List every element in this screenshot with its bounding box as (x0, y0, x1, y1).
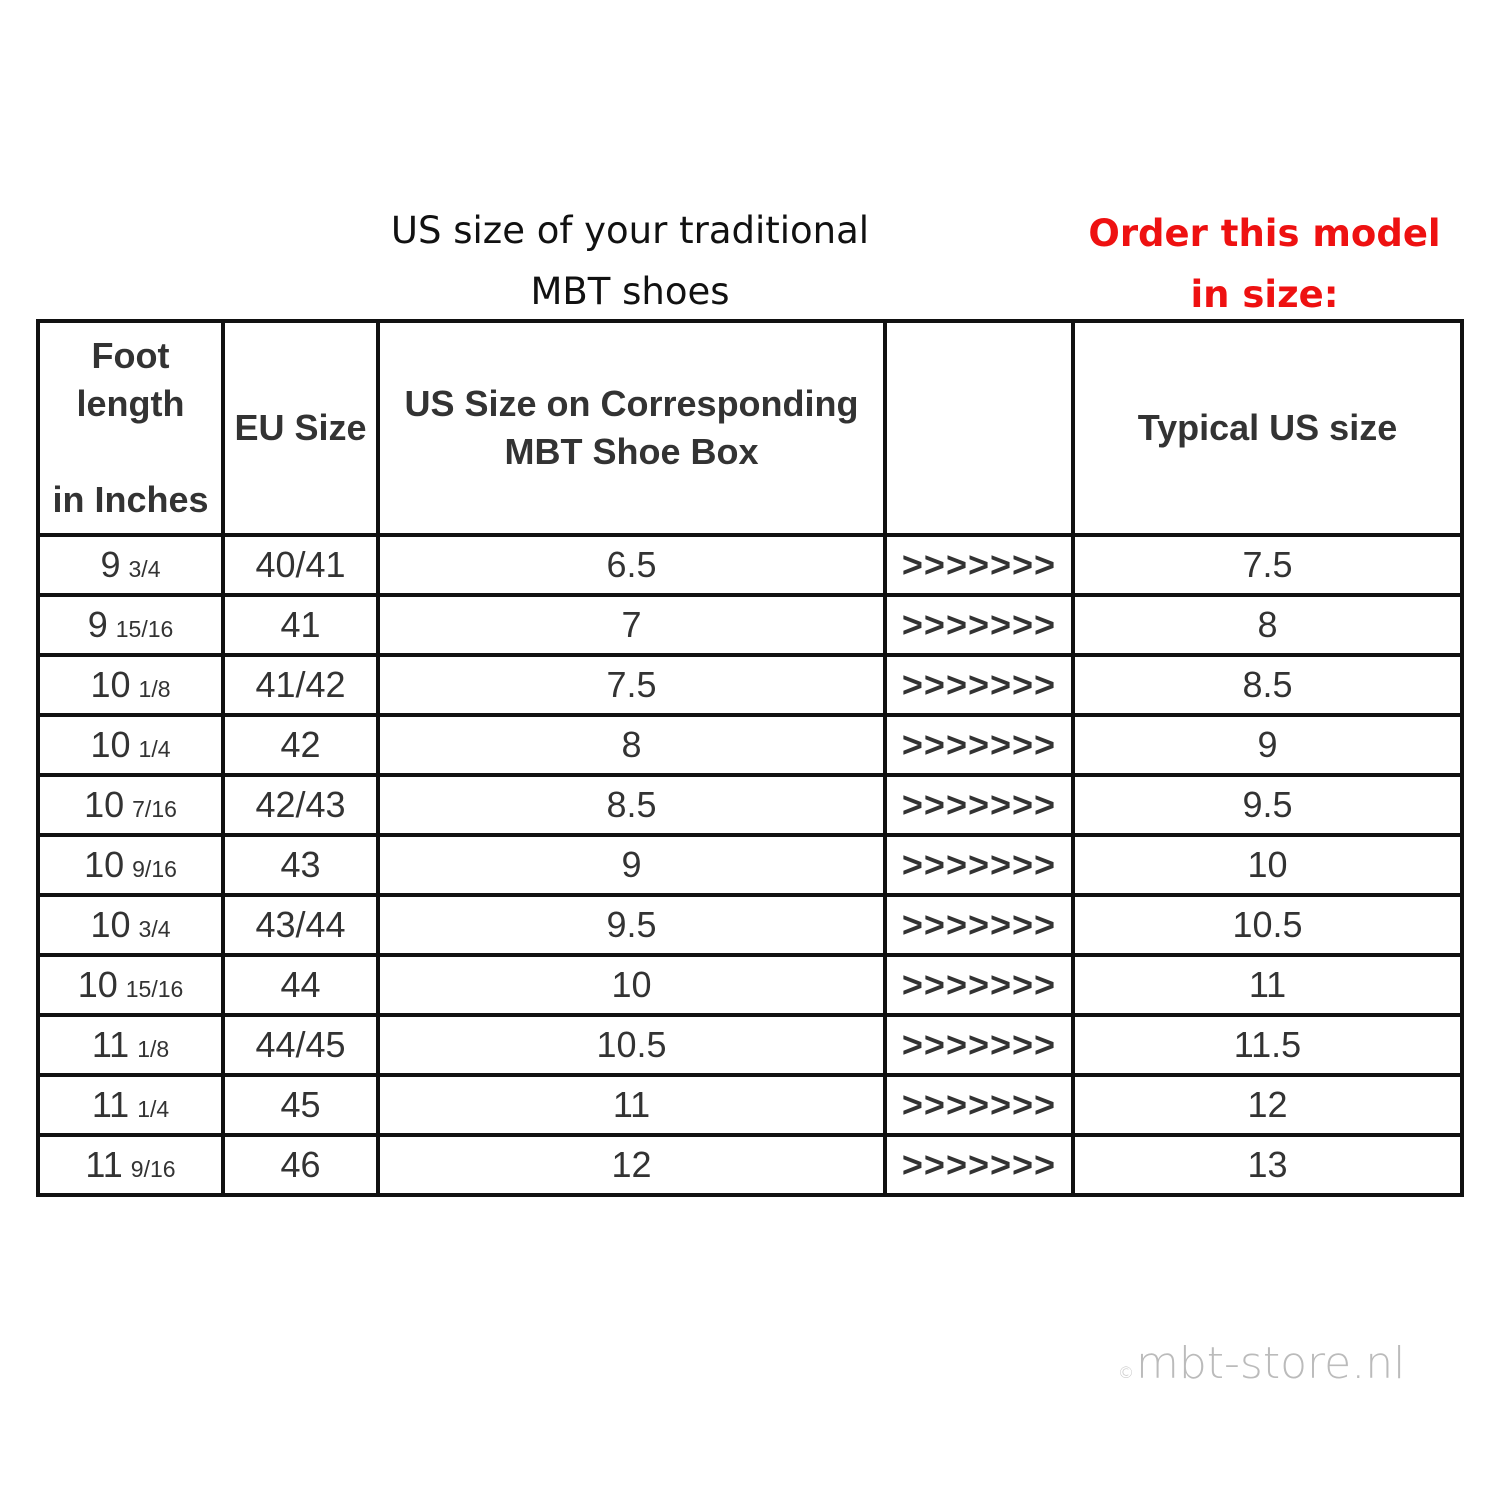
foot-length-cell (38, 655, 223, 715)
eu-size-cell: 45 (223, 1075, 378, 1135)
foot-length-cell (38, 595, 223, 655)
foot-length-cell (38, 1135, 223, 1195)
header-us-box-size: US Size on Corresponding MBT Shoe Box (378, 321, 885, 535)
eu-size-cell: 41/42 (223, 655, 378, 715)
table-row (38, 1135, 1462, 1195)
table-row (38, 835, 1462, 895)
table-row (38, 1015, 1462, 1075)
header-foot-length: Foot length in Inches (38, 321, 223, 535)
us-traditional-caption: US size of your traditional MBT shoes (390, 209, 870, 313)
table-row (38, 715, 1462, 775)
arrow-cell: >>>>>>> (885, 715, 1073, 775)
table-row (38, 1075, 1462, 1135)
eu-size-cell: 46 (223, 1135, 378, 1195)
typical-us-size-cell: 9.5 (1073, 775, 1462, 835)
foot-length-cell (38, 955, 223, 1015)
typical-us-size-cell: 10 (1073, 835, 1462, 895)
us-box-size-cell: 8.5 (378, 775, 885, 835)
us-box-size-cell: 10.5 (378, 1015, 885, 1075)
typical-us-size-cell: 10.5 (1073, 895, 1462, 955)
header-eu-size: EU Size (223, 321, 378, 535)
us-box-size-cell: 8 (378, 715, 885, 775)
copyright-symbol: © (1118, 1363, 1134, 1382)
eu-size-cell: 43/44 (223, 895, 378, 955)
typical-us-size-cell: 9 (1073, 715, 1462, 775)
foot-length-cell (38, 835, 223, 895)
table-row (38, 775, 1462, 835)
eu-size-cell: 42/43 (223, 775, 378, 835)
us-box-size-cell: 12 (378, 1135, 885, 1195)
header-arrow-column (885, 321, 1073, 535)
foot-length-fraction: 15/16 (115, 616, 174, 642)
foot-length-fraction: 9/16 (130, 1156, 176, 1182)
arrow-cell: >>>>>>> (885, 1135, 1073, 1195)
typical-us-size-cell: 8 (1073, 595, 1462, 655)
typical-us-size-cell: 11 (1073, 955, 1462, 1015)
foot-length-fraction: 1/4 (137, 1096, 170, 1122)
foot-length-cell (38, 775, 223, 835)
typical-us-size-cell: 13 (1073, 1135, 1462, 1195)
us-box-size-cell: 7 (378, 595, 885, 655)
header-typical-us-size: Typical US size (1073, 321, 1462, 535)
typical-us-size-cell: 8.5 (1073, 655, 1462, 715)
foot-length-whole: 10 (90, 664, 131, 705)
foot-length-fraction: 15/16 (125, 976, 184, 1002)
foot-length-whole: 10 (84, 784, 125, 825)
typical-us-size-cell: 7.5 (1073, 535, 1462, 595)
foot-length-fraction: 3/4 (128, 556, 161, 582)
table-row (38, 895, 1462, 955)
foot-length-fraction: 3/4 (138, 916, 171, 942)
typical-us-size-cell: 12 (1073, 1075, 1462, 1135)
eu-size-cell: 43 (223, 835, 378, 895)
eu-size-cell: 44 (223, 955, 378, 1015)
foot-length-cell (38, 895, 223, 955)
table-row (38, 955, 1462, 1015)
foot-length-whole: 10 (90, 904, 131, 945)
foot-length-whole: 9 (100, 544, 121, 585)
us-box-size-cell: 11 (378, 1075, 885, 1135)
watermark-text: mbt-store.nl (1136, 1338, 1406, 1389)
us-box-size-cell: 9 (378, 835, 885, 895)
foot-length-cell (38, 1015, 223, 1075)
size-conversion-table (36, 319, 1464, 1197)
foot-length-fraction: 9/16 (132, 856, 177, 882)
eu-size-cell: 44/45 (223, 1015, 378, 1075)
table-row (38, 655, 1462, 715)
foot-length-cell (38, 1075, 223, 1135)
foot-length-whole: 9 (87, 604, 108, 645)
arrow-cell: >>>>>>> (885, 1015, 1073, 1075)
foot-length-whole: 11 (91, 1084, 130, 1125)
table-row (38, 535, 1462, 595)
arrow-cell: >>>>>>> (885, 535, 1073, 595)
foot-length-cell (38, 535, 223, 595)
us-box-size-cell: 10 (378, 955, 885, 1015)
arrow-cell: >>>>>>> (885, 955, 1073, 1015)
foot-length-cell (38, 715, 223, 775)
foot-length-whole: 11 (85, 1144, 123, 1185)
foot-length-fraction: 1/8 (138, 676, 171, 702)
us-box-size-cell: 6.5 (378, 535, 885, 595)
foot-length-fraction: 7/16 (132, 796, 177, 822)
arrow-cell: >>>>>>> (885, 775, 1073, 835)
foot-length-whole: 10 (77, 964, 118, 1005)
foot-length-whole: 10 (84, 844, 125, 885)
arrow-cell: >>>>>>> (885, 655, 1073, 715)
foot-length-whole: 11 (91, 1024, 130, 1065)
eu-size-cell: 41 (223, 595, 378, 655)
eu-size-cell: 40/41 (223, 535, 378, 595)
us-box-size-cell: 9.5 (378, 895, 885, 955)
arrow-cell: >>>>>>> (885, 895, 1073, 955)
table-body (38, 535, 1462, 1195)
arrow-cell: >>>>>>> (885, 595, 1073, 655)
table-header-row (38, 321, 1462, 535)
eu-size-cell: 42 (223, 715, 378, 775)
typical-us-size-cell: 11.5 (1073, 1015, 1462, 1075)
foot-length-whole: 10 (90, 724, 131, 765)
arrow-cell: >>>>>>> (885, 835, 1073, 895)
foot-length-fraction: 1/4 (138, 736, 171, 762)
watermark (1118, 1338, 1408, 1389)
foot-length-fraction: 1/8 (137, 1036, 170, 1062)
arrow-cell: >>>>>>> (885, 1075, 1073, 1135)
us-box-size-cell: 7.5 (378, 655, 885, 715)
order-size-caption: Order this model in size: (1088, 212, 1441, 316)
table-row (38, 595, 1462, 655)
